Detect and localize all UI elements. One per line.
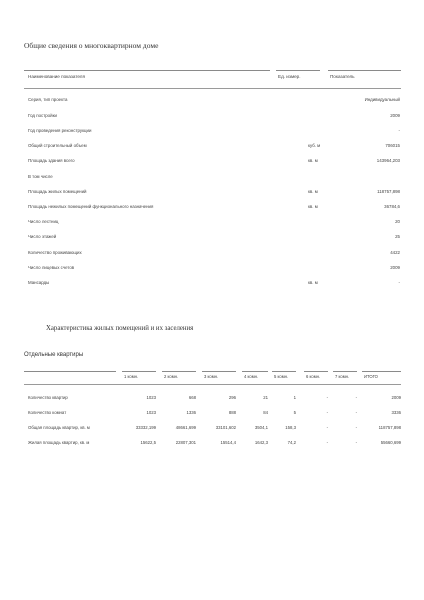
header-rule-unit <box>276 70 320 71</box>
row-label: Количество комнат <box>28 410 67 415</box>
row-value: 2009 <box>390 265 400 270</box>
table-header-rule-2 <box>162 371 196 372</box>
table-cell: 55660,699 <box>380 440 401 445</box>
table-cell: 888 <box>228 410 236 415</box>
row-value: - <box>398 280 400 285</box>
table-header-rule-total <box>362 371 401 372</box>
row-value: 20 <box>395 219 400 224</box>
row-unit: кв. м <box>308 204 318 209</box>
table-cell: 74,2 <box>287 440 296 445</box>
column-header-4-room: 4 комн. <box>244 374 259 379</box>
table-cell: 1023 <box>146 410 156 415</box>
column-header-3-room: 3 комн. <box>204 374 219 379</box>
table-row <box>0 219 424 227</box>
table-row <box>0 395 424 403</box>
table-cell: - <box>355 440 357 445</box>
row-label: Число лицевых счетов <box>28 265 75 270</box>
table-cell: 118757,898 <box>378 425 401 430</box>
row-label: Площадь жилых помещений <box>28 189 87 194</box>
row-value: 4422 <box>390 250 400 255</box>
table-header-divider <box>24 384 401 385</box>
row-value: 2009 <box>390 113 400 118</box>
table-row <box>0 440 424 448</box>
row-value: - <box>398 128 400 133</box>
table-row <box>0 204 424 212</box>
row-unit: куб. м <box>308 143 321 148</box>
row-unit: кв. м <box>308 280 318 285</box>
table-header-rule-1 <box>122 371 156 372</box>
column-header-2-room: 2 комн. <box>164 374 179 379</box>
column-header-value: Показатель <box>330 74 355 79</box>
table-row <box>0 113 424 121</box>
table-row <box>0 128 424 136</box>
header-rule-value <box>328 70 401 71</box>
table-row <box>0 234 424 242</box>
row-label: Общий строительный объем <box>28 143 87 148</box>
row-value: Индивидуальный <box>364 97 400 102</box>
table-row <box>0 280 424 288</box>
column-header-name: Наименование показателя <box>28 74 85 79</box>
table-header-rule-4 <box>242 371 268 372</box>
row-label: Год проведения реконструкции <box>28 128 92 133</box>
row-label: Площадь нежилых помещений функционального назначения <box>28 204 154 209</box>
table-row <box>0 410 424 418</box>
table-cell: 1336 <box>186 410 196 415</box>
row-unit: кв. м <box>308 158 318 163</box>
row-unit: кв. м <box>308 189 318 194</box>
row-label: Количество квартир <box>28 395 68 400</box>
table-cell: 84 <box>263 410 268 415</box>
table-cell: 22807,301 <box>175 440 196 445</box>
row-label: Мансарды <box>28 280 50 285</box>
table-header-rule-5 <box>272 371 296 372</box>
table-cell: - <box>355 425 357 430</box>
column-header-total: ИТОГО <box>364 374 378 379</box>
table-row <box>0 174 424 182</box>
row-value: 706015 <box>385 143 400 148</box>
table-cell: - <box>326 425 328 430</box>
table-header-rule-6 <box>304 371 328 372</box>
row-value: 25 <box>395 234 400 239</box>
table-header-rule-label <box>24 371 116 372</box>
table-cell: 21 <box>263 395 268 400</box>
table-row <box>0 143 424 151</box>
row-label: Площадь здания всего <box>28 158 75 163</box>
column-header-6-room: 6 комн. <box>306 374 321 379</box>
table-cell: 15622,5 <box>140 440 156 445</box>
table-cell: - <box>326 410 328 415</box>
table-cell: 2009 <box>391 395 401 400</box>
table-cell: 296 <box>228 395 236 400</box>
row-value: 118757,898 <box>377 189 400 194</box>
row-value: 36784,6 <box>384 204 400 209</box>
row-label: Жилая площадь квартир, кв. м <box>28 440 90 445</box>
header-rule-name <box>24 70 270 71</box>
table-cell: 48661,699 <box>175 425 196 430</box>
table-row <box>0 97 424 105</box>
table-row <box>0 265 424 273</box>
table-cell: - <box>355 410 357 415</box>
section-title-general: Общие сведения о многоквартирном доме <box>24 41 159 50</box>
column-header-5-room: 5 комн. <box>274 374 289 379</box>
row-label: Число этажей <box>28 234 57 239</box>
table-cell: - <box>326 395 328 400</box>
column-header-7-room: 7 комн. <box>335 374 350 379</box>
table-cell: 668 <box>188 395 196 400</box>
table-cell: 1 <box>293 395 296 400</box>
table-row <box>0 250 424 258</box>
table-header-rule-7 <box>333 371 357 372</box>
table-row <box>0 425 424 433</box>
table-cell: 3336 <box>391 410 401 415</box>
row-label: Количество проживающих <box>28 250 82 255</box>
row-value: 143964,203 <box>376 158 400 163</box>
row-label: Общая площадь квартир, кв. м <box>28 425 90 430</box>
subsection-title-apartments: Отдельные квартиры <box>24 352 84 358</box>
table-row <box>0 189 424 197</box>
section-title-residential: Характеристика жилых помещений и их заселения <box>46 325 194 332</box>
row-label: В том числе <box>28 174 53 179</box>
table-cell: - <box>355 395 357 400</box>
table-cell: 1642,3 <box>254 440 268 445</box>
column-header-unit: Ед. измер. <box>278 74 301 79</box>
row-label: Серия, тип проекта <box>28 97 68 102</box>
table-header-rule-3 <box>202 371 236 372</box>
table-cell: 33101,602 <box>215 425 236 430</box>
table-cell: 158,3 <box>285 425 296 430</box>
column-header-1-room: 1 комн. <box>124 374 139 379</box>
row-label: Год постройки <box>28 113 57 118</box>
row-label: Число лестниц <box>28 219 59 224</box>
table-cell: 33332,199 <box>135 425 156 430</box>
table-row <box>0 158 424 166</box>
table-cell: 15514,4 <box>220 440 236 445</box>
table-cell: - <box>326 440 328 445</box>
table-cell: 5 <box>293 410 296 415</box>
table-cell: 1023 <box>146 395 156 400</box>
table-cell: 3504,1 <box>254 425 268 430</box>
header-divider <box>24 88 401 89</box>
